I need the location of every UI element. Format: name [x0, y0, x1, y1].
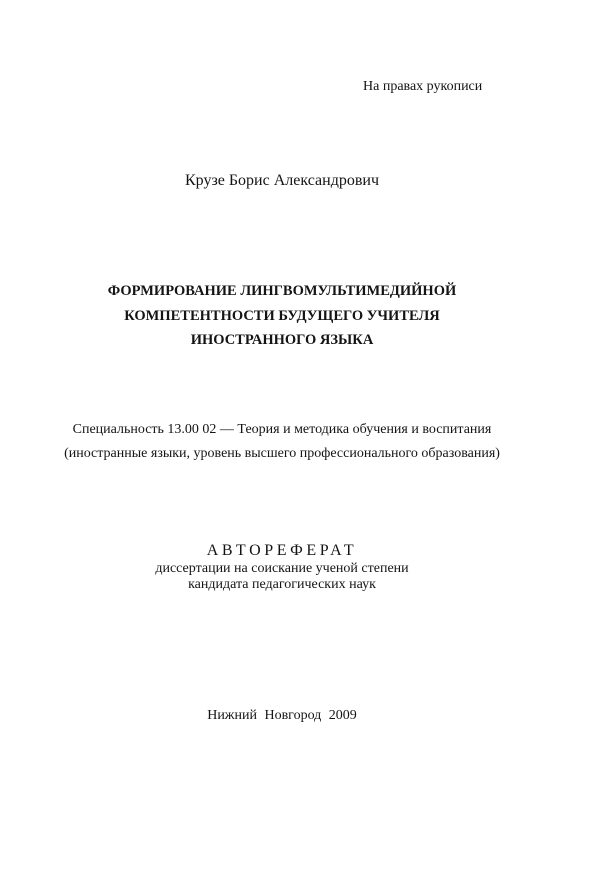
abstract-subtitle-line-2: кандидата педагогических наук	[188, 577, 376, 592]
specialty-line-2: (иностранные языки, уровень высшего профессионального образования)	[64, 446, 500, 461]
specialty-line-1: Специальность 13.00 02 — Теория и методика обучения и воспитания	[72, 422, 492, 437]
specialty-block	[0, 418, 564, 466]
abstract-subtitle	[0, 561, 564, 593]
abstract-subtitle-line-1: диссертации на соискание ученой степени	[155, 561, 409, 576]
manuscript-rights-note: На правах рукописи	[363, 79, 483, 94]
author-name: Крузе Борис Александрович	[184, 172, 379, 189]
abstract-heading: АВТОРЕФЕРАТ	[206, 542, 358, 559]
dissertation-title	[0, 279, 564, 353]
title-line-2: КОМПЕТЕНТНОСТИ БУДУЩЕГО УЧИТЕЛЯ	[124, 307, 440, 324]
title-line-1: ФОРМИРОВАНИЕ ЛИНГВОМУЛЬТИМЕДИЙНОЙ	[107, 283, 457, 299]
place-and-year: Нижний Новгород 2009	[207, 708, 357, 723]
title-line-3: ИНОСТРАННОГО ЯЗЫКА	[190, 332, 374, 348]
